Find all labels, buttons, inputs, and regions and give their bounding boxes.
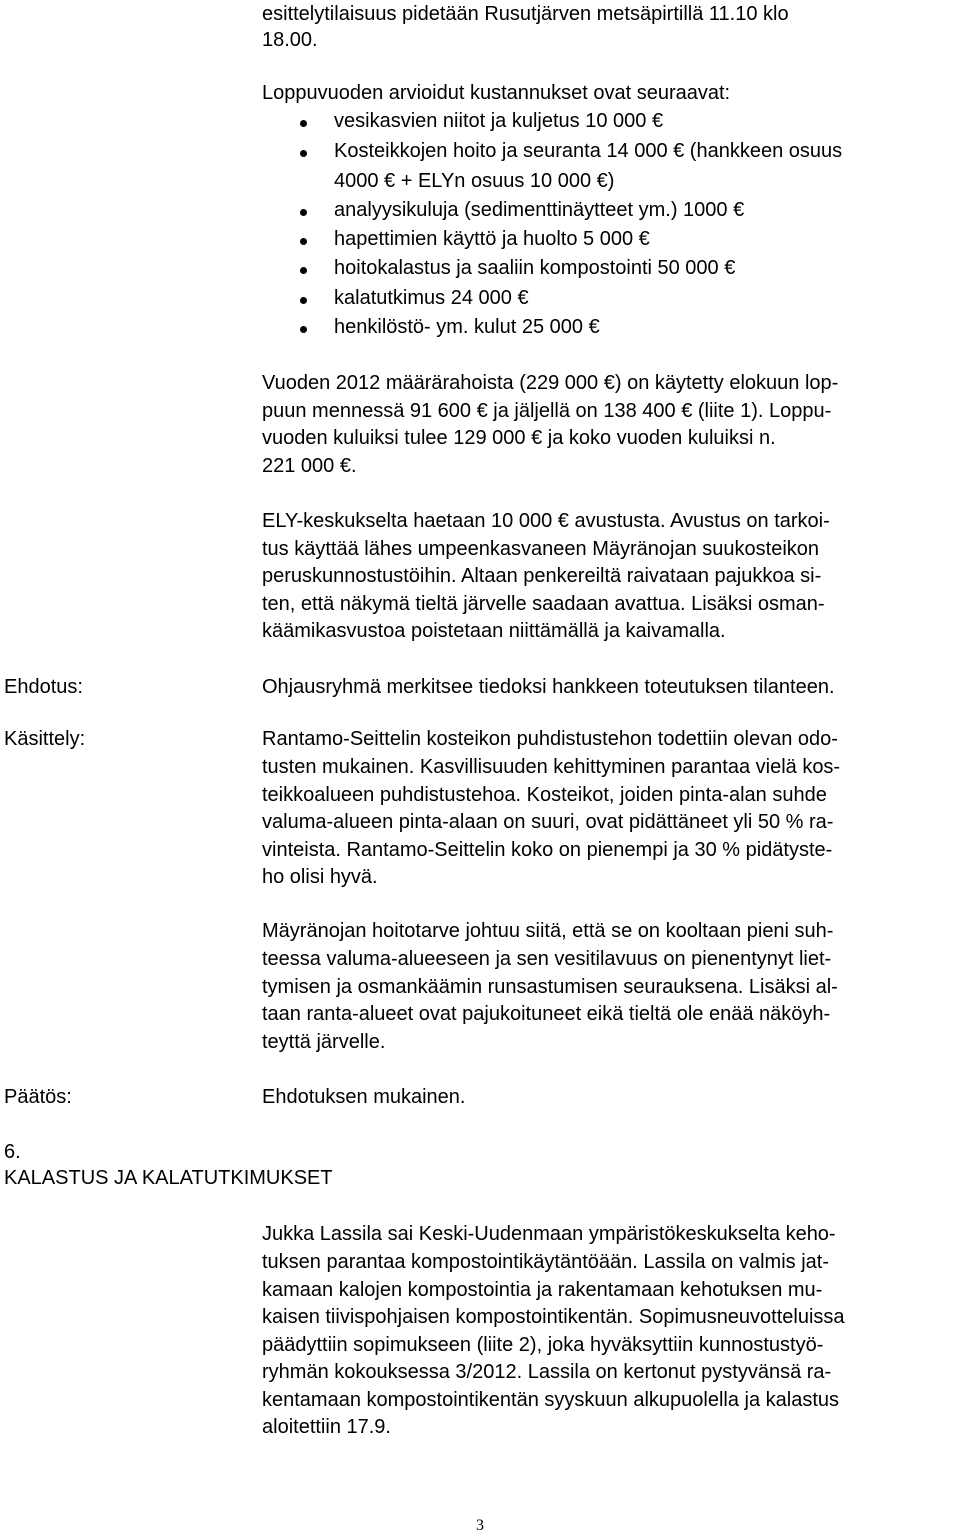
section-line: Jukka Lassila sai Keski-Uudenmaan ympäristökeskukselta keho- [262,1223,836,1245]
section-line: tuksen parantaa kompostointikäytäntöään. Lassila on valmis jat- [262,1251,829,1273]
bullet-dot [300,150,307,157]
ehdotus-label: Ehdotus: [4,676,83,698]
intro-line: 18.00. [262,29,318,51]
kasittely-label: Käsittely: [4,728,86,750]
costs-heading: Loppuvuoden arvioidut kustannukset ovat seuraavat: [262,82,731,104]
section-line: päädyttiin sopimukseen (liite 2), joka hyväksyttiin kunnostustyö- [262,1334,824,1356]
budget-line: puun mennessä 91 600 € ja jäljellä on 138 400 € (liite 1). Loppu- [262,400,832,422]
cost-item-continuation: 4000 € + ELYn osuus 10 000 €) [334,170,615,192]
kasittely-line: tusten mukainen. Kasvillisuuden kehittyminen parantaa vielä kos- [262,756,841,778]
kasittely-line: taan ranta-alueet ovat pajukoituneet eikä tieltä ole enää näköyh- [262,1003,831,1025]
cost-item: Kosteikkojen hoito ja seuranta 14 000 € (hankkeen osuus [334,140,843,162]
kasittely-line: tymisen ja osmankäämin runsastumisen seurauksena. Lisäksi al- [262,976,838,998]
kasittely-line: teikkoalueen puhdistustehoa. Kosteikot, joiden pinta-alan suhde [262,784,827,806]
section-title: KALASTUS JA KALATUTKIMUKSET [4,1167,333,1189]
cost-item: vesikasvien niitot ja kuljetus 10 000 € [334,110,664,132]
section-line: ryhmän kokouksessa 3/2012. Lassila on kertonut pystyvänsä ra- [262,1361,832,1383]
section-line: kentamaan kompostointikentän syyskuun alkupuolella ja kalastus [262,1389,840,1411]
section-line: aloitettiin 17.9. [262,1416,391,1438]
bullet-dot [300,209,307,216]
ely-line: ten, että näkymä tieltä järvelle saadaan avattua. Lisäksi osman- [262,593,825,615]
paatos-text: Ehdotuksen mukainen. [262,1086,466,1108]
ely-line: peruskunnostustöihin. Altaan penkereiltä raivataan pajukkoa si- [262,565,822,587]
kasittely-line: teessa valuma-alueeseen ja sen vesitilavuus on pienentynyt liet- [262,948,832,970]
bullet-dot [300,326,307,333]
kasittely-line: teyttä järvelle. [262,1031,386,1053]
budget-line: Vuoden 2012 määrärahoista (229 000 €) on käytetty elokuun lop- [262,372,839,394]
intro-line: esittelytilaisuus pidetään Rusutjärven metsäpirtillä 11.10 klo [262,3,789,25]
cost-item: henkilöstö- ym. kulut 25 000 € [334,316,600,338]
kasittely-line: vinteista. Rantamo-Seittelin koko on pienempi ja 30 % pidätyste- [262,839,833,861]
cost-item: hoitokalastus ja saaliin kompostointi 50 000 € [334,257,736,279]
bullet-dot [300,267,307,274]
kasittely-line: Mäyränojan hoitotarve johtuu siitä, että se on kooltaan pieni suh- [262,920,834,942]
budget-line: 221 000 €. [262,455,357,477]
cost-item: hapettimien käyttö ja huolto 5 000 € [334,228,650,250]
ehdotus-text: Ohjausryhmä merkitsee tiedoksi hankkeen toteutuksen tilanteen. [262,676,835,698]
bullet-dot [300,120,307,127]
cost-item: kalatutkimus 24 000 € [334,287,529,309]
section-line: kamaan kalojen kompostointia ja rakentamaan kehotuksen mu- [262,1279,823,1301]
section-line: kaisen tiivispohjaisen kompostointikentän. Sopimusneuvotteluissa [262,1306,845,1328]
kasittely-line: ho olisi hyvä. [262,866,378,888]
cost-item: analyysikuluja (sedimenttinäytteet ym.) 1000 € [334,199,745,221]
ely-line: tus käyttää lähes umpeenkasvaneen Mäyränojan suukosteikon [262,538,820,560]
section-number: 6. [4,1141,21,1163]
bullet-dot [300,297,307,304]
bullet-dot [300,238,307,245]
budget-line: vuoden kuluiksi tulee 129 000 € ja koko vuoden kuluiksi n. [262,427,776,449]
paatos-label: Päätös: [4,1086,72,1108]
ely-line: ELY-keskukselta haetaan 10 000 € avustusta. Avustus on tarkoi- [262,510,830,532]
kasittely-line: Rantamo-Seittelin kosteikon puhdistustehon todettiin olevan odo- [262,728,838,750]
ely-line: käämikasvustoa poistetaan niittämällä ja kaivamalla. [262,620,726,642]
kasittely-line: valuma-alueen pinta-alaan on suuri, ovat pidättäneet yli 50 % ra- [262,811,834,833]
page-number: 3 [476,1517,484,1534]
